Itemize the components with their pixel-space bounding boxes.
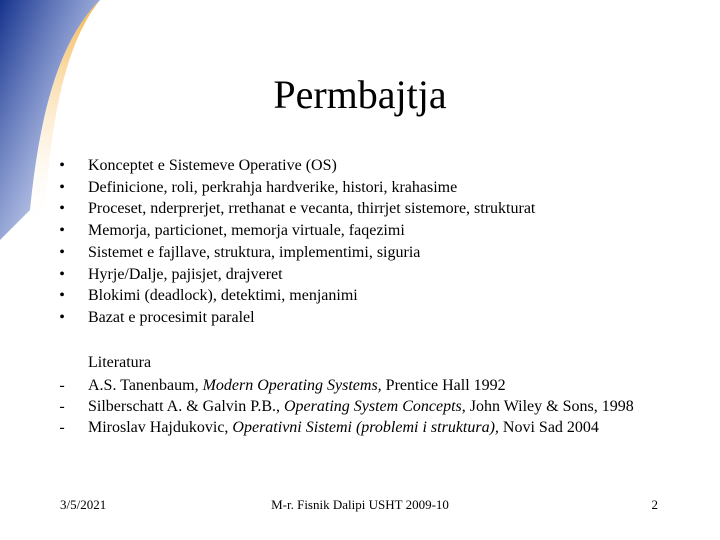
literature-section [56, 352, 636, 436]
reference-item [56, 377, 636, 394]
reference-author: A.S. Tanenbaum, [88, 377, 203, 394]
topic-text: Hyrje/Dalje, pajisjet, drajveret [88, 265, 283, 283]
bullet-marker: • [59, 287, 65, 305]
reference-title: Modern Operating Systems, [202, 377, 382, 394]
reference-list [56, 377, 636, 436]
topic-item [56, 285, 535, 307]
bullet-marker: • [59, 157, 65, 174]
dash-marker: - [59, 377, 65, 394]
page-number: 2 [651, 497, 658, 512]
reference-author: Silberschatt A. & Galvin P.B., [88, 398, 284, 415]
topic-text: Sistemet e fajllave, struktura, implementimi, siguria [88, 243, 421, 261]
reference-text [88, 398, 636, 415]
topic-item [56, 307, 535, 329]
topic-item [56, 220, 535, 242]
topic-text: Definicione, roli, perkrahja hardverike, histori, krahasime [88, 178, 458, 196]
topic-item [56, 264, 535, 286]
bullet-marker: • [59, 200, 65, 218]
reference-item [56, 398, 636, 415]
topic-item [56, 198, 535, 220]
reference-publisher: , John Wiley & Sons, 1998 [461, 398, 634, 415]
topic-list [56, 155, 535, 329]
reference-item [56, 419, 636, 436]
dash-marker: - [59, 419, 65, 436]
reference-author: Miroslav Hajdukovic, [88, 419, 233, 436]
bullet-marker: • [59, 178, 65, 196]
topic-text: Memorja, particionet, memorja virtuale, faqezimi [88, 222, 405, 240]
topic-text: Bazat e procesimit paralel [88, 308, 255, 326]
bullet-marker: • [59, 308, 65, 326]
reference-text [88, 419, 636, 436]
bullet-marker: • [59, 222, 65, 240]
bullet-marker: • [59, 265, 65, 283]
footer-author: M-r. Fisnik Dalipi USHT 2009-10 [271, 497, 449, 512]
topic-text: Konceptet e Sistemeve Operative (OS) [88, 157, 337, 174]
reference-publisher: Prentice Hall 1992 [381, 377, 506, 394]
slide-title: Permbajtja [273, 72, 447, 117]
reference-title: Operating System Concepts [284, 398, 462, 415]
literature-heading: Literatura [88, 354, 152, 371]
topic-text: Blokimi (deadlock), detektimi, menjanimi [88, 287, 358, 305]
bullet-marker: • [59, 243, 65, 261]
footer-date: 3/5/2021 [60, 497, 107, 512]
dash-marker: - [59, 398, 65, 415]
topic-text: Proceset, nderprerjet, rrethanat e vecanta, thirrjet sistemore, strukturat [88, 200, 536, 218]
topic-item [56, 177, 535, 199]
topic-item [56, 155, 535, 177]
reference-title: Operativni Sistemi (problemi i struktura), [232, 419, 499, 436]
reference-publisher: Novi Sad 2004 [498, 419, 599, 436]
slide-footer [0, 495, 720, 515]
topic-item [56, 242, 535, 264]
reference-text [88, 377, 636, 394]
